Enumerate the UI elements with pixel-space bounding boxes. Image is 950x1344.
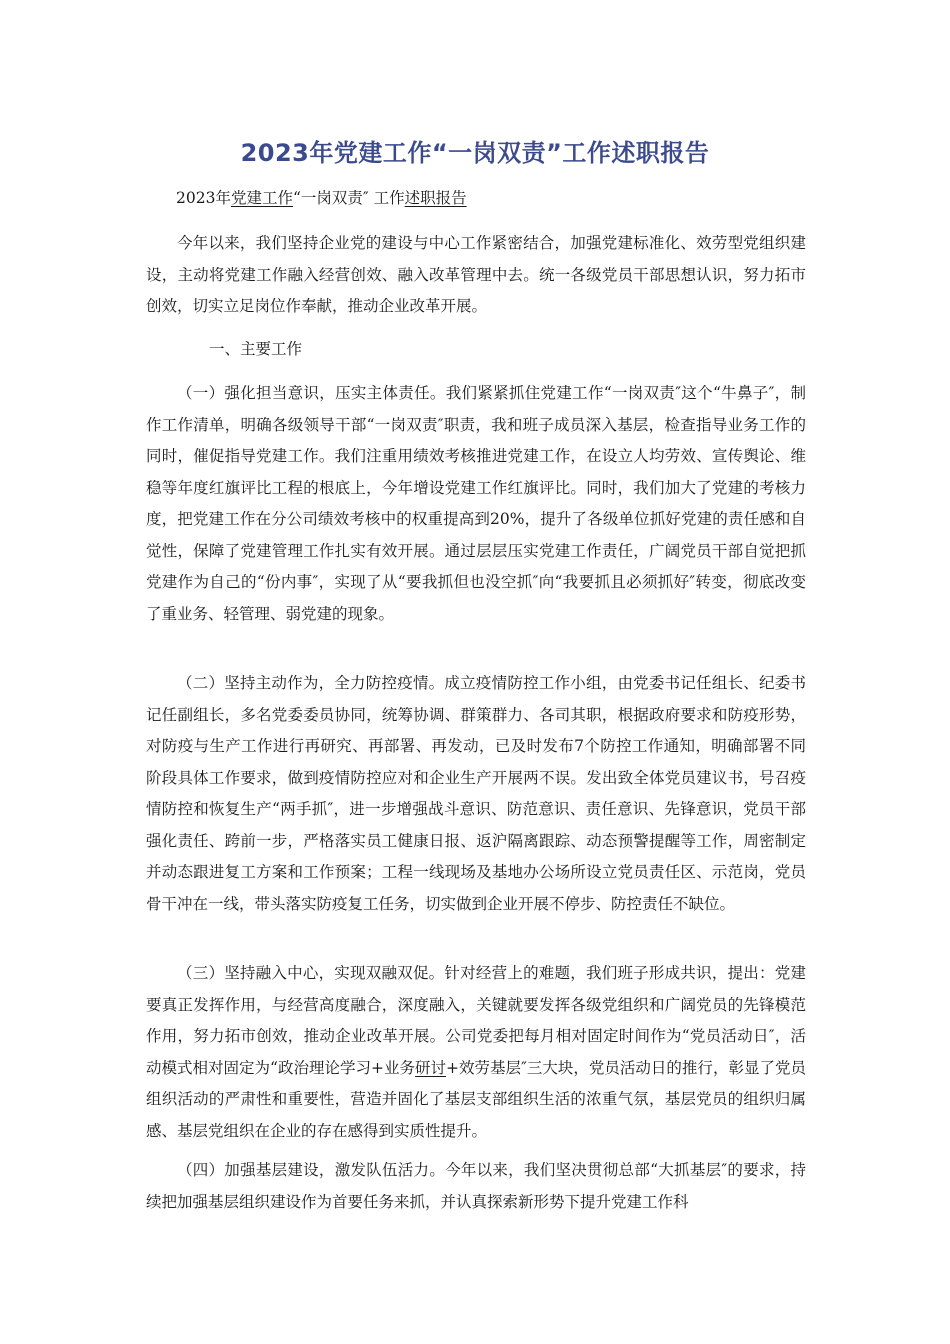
paragraph-1: （一）强化担当意识，压实主体责任。我们紧紧抓住党建工作“一岗双责″这个“牛鼻子″，制作工作清单，明确各级领导干部“一岗双责″职责，我和班子成员深入基层，检查指导业务工作的同时，催促指导党建工作。我们注重用绩效考核推进党建工作，在设立人均劳效、宣传舆论、维稳等年度红旗评比工程的根底上，今年增设党建工作红旗评比。同时，我们加大了党建的考核力度，把党建工作在分公司绩效考核中的权重提高到20%，提升了各级单位抓好党建的责任感和自觉性，保障了党建管理工作扎实有效开展。通过层层压实党建工作责任，广阔党员干部自觉把抓党建作为自己的“份内事″，实现了从“要我抓但也没空抓″向“我要抓且必须抓好″转变，彻底改变了重业务、轻管理、弱党建的现象。 xyxy=(146,384,806,623)
subtitle-link-party-building: 党建工作 xyxy=(230,189,293,207)
subtitle-link-report: 述职报告 xyxy=(404,189,467,207)
section-heading-main-work: 一、主要工作 xyxy=(209,340,303,358)
subtitle-year: 2023年 xyxy=(176,189,231,207)
document-subtitle xyxy=(176,186,467,210)
document-title: 2023年党建工作“一岗双责”工作述职报告 xyxy=(240,139,710,167)
paragraph-3-underlined: 研讨 xyxy=(415,1058,447,1077)
paragraph-4: （四）加强基层建设，激发队伍活力。今年以来，我们坚决贯彻总部“大抓基层″的要求，持续把加强基层组织建设作为首要任务来抓，并认真探索新形势下提升党建工作科 xyxy=(146,1161,806,1211)
paragraph-2: （二）坚持主动作为，全力防控疫情。成立疫情防控工作小组，由党委书记任组长、纪委书记任副组长，多名党委委员协同，统筹协调、群策群力、各司其职，根据政府要求和防疫形势，对防疫与生产工作进行再研究、再部署、再发动，已及时发布7个防控工作通知，明确部署不同阶段具体工作要求，做到疫情防控应对和企业生产开展两不误。发出致全体党员建议书，号召疫情防控和恢复生产“两手抓″，进一步增强战斗意识、防范意识、责任意识、先锋意识，党员干部强化责任、跨前一步，严格落实员工健康日报、返沪隔离跟踪、动态预警提醒等工作，周密制定并动态跟进复工方案和工作预案；工程一线现场及基地办公场所设立党员责任区、示范岗，党员骨干冲在一线，带头落实防疫复工任务，切实做到企业开展不停步、防控责任不缺位。 xyxy=(146,674,806,913)
intro-paragraph: 今年以来，我们坚持企业党的建设与中心工作紧密结合，加强党建标准化、效劳型党组织建设，主动将党建工作融入经营创效、融入改革管理中去。统一各级党员干部思想认识，努力拓市创效，切实立足岗位作奉献，推动企业改革开展。 xyxy=(146,234,806,315)
paragraph-3-text-a: （三）坚持融入中心，实现双融双促。针对经营上的难题，我们班子形成共识，提出：党建要真正发挥作用，与经营高度融合，深度融入，关键就要发挥各级党组织和广阔党员的先锋模范作用，努力拓市创效，推动企业改革开展。公司党委把每月相对固定时间作为“党员活动日″，活动模式相对固定为“政治理论学习+业务 xyxy=(146,964,806,1077)
paragraph-3-text-b: +效劳基层″三大块，党员活动日的推行，彰显了党员组织活动的严肃性和重要性，营造并固化了基层支部组织生活的浓重气氛，基层党员的组织归属感、基层党组织在企业的存在感得到实质性提升。 xyxy=(146,1058,806,1140)
paragraph-3 xyxy=(146,958,806,1147)
subtitle-middle: “一岗双责″ 工作 xyxy=(292,189,405,207)
